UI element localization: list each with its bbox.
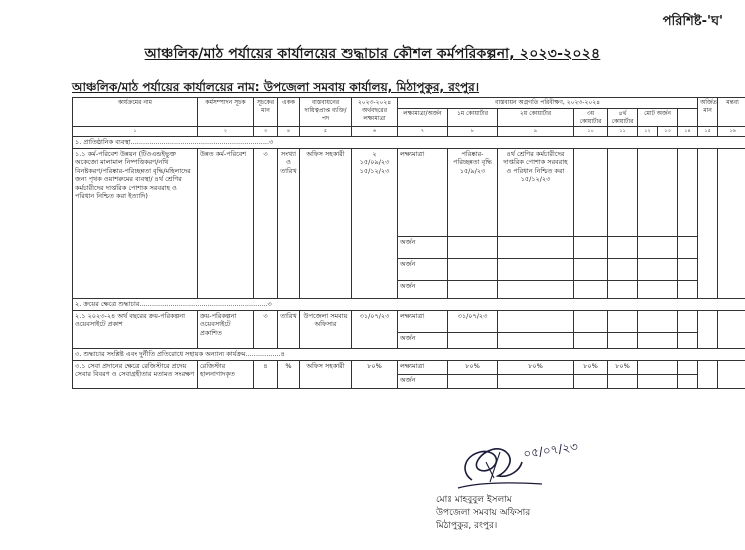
signatory-designation: উপজেলা সমবায় অফিসার (436, 508, 531, 519)
section-header (73, 136, 745, 148)
q1-cell: পরিষ্কার-পরিচ্ছন্নতা বৃদ্ধি ১৫/৯/২৩ (448, 148, 498, 236)
unit-cell: % (278, 360, 300, 388)
empty-cell (608, 374, 638, 388)
section-header (73, 298, 745, 310)
header-q1: ১ম কোয়ার্টার (448, 108, 498, 127)
score-cell (698, 360, 718, 388)
empty-cell (498, 332, 574, 348)
signature-date: ০৫/০৭/২৩ (522, 439, 579, 461)
activity-cell: ১.১ কর্ম-পরিবেশ উন্নয়ন (টিওএন্ডইভুক্ত অকেজো মালামাল নিষ্পত্তিকরণ/নথি বিনষ্টকরণ/পরিষ্কার-পরিচ্ছন্নতা বৃদ্ধি/মহিলাদের জন্য পৃথক ওয়াশরুমের ব্যবস্থা/ ৪র্থ শ্রেণির কর্মচারীদের দাপ্তরিক পোশাক সরবরাহ ও পরিধান নিশ্চিত করা ইত্যাদি) (73, 148, 198, 298)
column-index: ১ (73, 127, 198, 137)
empty-cell (678, 332, 698, 348)
header-achieved-score: অর্জিত মান (698, 98, 718, 127)
value-cell: ৩ (254, 148, 278, 298)
q3-cell (574, 148, 608, 236)
handwritten-signature (450, 432, 600, 498)
header-progress-group: বাস্তবায়ন অগ্রগতি পরিবীক্ষণ, ২০২৩-২০২৪ (398, 98, 698, 109)
remarks-cell (718, 310, 745, 348)
column-index: ১৪ (678, 127, 698, 137)
empty-cell (608, 236, 638, 258)
column-index: ১২ (638, 127, 658, 137)
empty-cell (448, 280, 498, 298)
empty-cell (678, 374, 698, 388)
achievement-label-cell: অর্জন (398, 280, 448, 298)
activity-cell: ৩.১ সেবা প্রদানের ক্ষেত্রে রেজিস্টারে প্রদেয় সেবার বিবরণ ও সেবাগ্রহীতার মতামত সংরক্ষণ (73, 360, 198, 388)
action-plan-table (72, 97, 745, 389)
empty-cell (574, 258, 608, 280)
signatory-name: মোঃ মাহবুবুল ইসলাম (436, 495, 512, 505)
q2-cell: ৮০% (498, 360, 574, 374)
spare-cell (678, 360, 698, 374)
empty-cell (608, 280, 638, 298)
q2-cell: ৪র্থ শ্রেণির কর্মচারীদের দাপ্তরিক পোশাক সরবরাহ ও পরিধান নিশ্চিত করা ১৫/১২/২৩ (498, 148, 574, 236)
column-index: ১৩ (658, 127, 678, 137)
total-cell (638, 360, 678, 374)
column-index: ৯ (498, 127, 574, 137)
achievement-label-cell: অর্জন (398, 258, 448, 280)
indicator-cell: ক্রয়-পরিকল্পনা ওয়েবসাইটে প্রকাশিত (198, 310, 254, 348)
q3-cell: ৮০% (574, 360, 608, 374)
target-label-cell: লক্ষ্যমাত্রা (398, 148, 448, 236)
value-cell: ৩ (254, 310, 278, 348)
header-spare (678, 108, 698, 127)
achievement-label-cell: অর্জন (398, 332, 448, 348)
table-row (73, 148, 745, 236)
achievement-label-cell: অর্জন (398, 236, 448, 258)
column-index-row (73, 127, 745, 137)
responsible-cell: উপজেলা সমবায় অফিসার (300, 310, 352, 348)
header-annual-target: ২০২৩-২০২৪ অর্থবছরের লক্ষ্যমাত্রা (352, 98, 398, 127)
signatory-location: মিঠাপুকুর, রংপুর। (436, 521, 498, 532)
total-cell (638, 148, 678, 236)
empty-cell (678, 280, 698, 298)
empty-cell (448, 332, 498, 348)
value-cell: ৪ (254, 360, 278, 388)
responsible-cell: অফিস সহকারী (300, 360, 352, 388)
signature-block (410, 432, 630, 544)
activity-cell: ২.১ ২০২৩-২৪ অর্থ বছরের ক্রয়-পরিকল্পনা ওয়েবসাইটে প্রকাশ (73, 310, 198, 348)
indicator-cell: রেজিস্টার হালনাগাদকৃত (198, 360, 254, 388)
section-title: ২. ক্রয়ের ক্ষেত্রে শুদ্ধাচার..............................................................৩ (73, 298, 745, 310)
score-cell (698, 148, 718, 298)
empty-cell (638, 280, 678, 298)
empty-cell (448, 258, 498, 280)
empty-cell (498, 374, 574, 388)
spare-cell (678, 148, 698, 236)
q4-cell (608, 310, 638, 332)
empty-cell (574, 374, 608, 388)
column-index: ১৬ (718, 127, 745, 137)
empty-cell (608, 332, 638, 348)
office-name: আঞ্চলিক/মাঠ পর্যায়ের কার্যালয়ের নাম: উপজেলা সমবায় কার্যালয়, মিঠাপুকুর, রংপুর। (72, 80, 480, 94)
column-index: ৭ (398, 127, 448, 137)
column-index: ২ (198, 127, 254, 137)
q3-cell (574, 310, 608, 332)
column-index: ৩ (254, 127, 278, 137)
empty-cell (638, 236, 678, 258)
appendix-label: পরিশিষ্ট-'ঘ' (662, 14, 723, 29)
header-q4: ৪র্থ কোয়ার্টার (608, 108, 638, 127)
spare-cell (678, 310, 698, 332)
section-header (73, 348, 745, 360)
empty-cell (498, 258, 574, 280)
section-title: ১. প্রাতিষ্ঠানিক ব্যবস্থা...................................................................৩ (73, 136, 745, 148)
column-index: ৫ (300, 127, 352, 137)
annual-target-cell: ৮০% (352, 360, 398, 388)
unit-cell: তারিখ (278, 310, 300, 348)
q4-cell: ৮০% (608, 360, 638, 374)
header-total-achievement: মোট অর্জন (638, 108, 678, 127)
header-row-1 (73, 98, 745, 109)
section-title: ৩. শুদ্ধাচার সংশ্লিষ্ট এবং দুর্নীতি প্রতিরোধে সহায়ক অন্যান্য কার্যক্রম.................৪ (73, 348, 745, 360)
empty-cell (678, 258, 698, 280)
empty-cell (574, 236, 608, 258)
empty-cell (608, 258, 638, 280)
remarks-cell (718, 148, 745, 298)
header-indicator-value: সূচকের মান (254, 98, 278, 127)
column-index: ৮ (448, 127, 498, 137)
q4-cell (608, 148, 638, 236)
total-cell (638, 310, 678, 332)
table-row (73, 360, 745, 374)
unit-cell: সংখ্যা ও তারিখ (278, 148, 300, 298)
target-label-cell: লক্ষ্যমাত্রা (398, 310, 448, 332)
signatory (436, 494, 530, 533)
header-responsible: বাস্তবায়নের দায়িত্বপ্রাপ্ত ব্যক্তি/পদ (300, 98, 352, 127)
header-q3: ৩য় কোয়ার্টার (574, 108, 608, 127)
achievement-label-cell: অর্জন (398, 374, 448, 388)
q1-cell: ৩১/০৭/২৩ (448, 310, 498, 332)
annual-target-cell: ২ ১৫/০৯/২৩ ১৫/১২/২৩ (352, 148, 398, 298)
column-index: ১১ (608, 127, 638, 137)
empty-cell (448, 374, 498, 388)
header-target-achievement: লক্ষ্যমাত্রা/অর্জন (398, 108, 448, 127)
empty-cell (574, 332, 608, 348)
empty-cell (678, 236, 698, 258)
header-activity: কার্যক্রমের নাম (73, 98, 198, 127)
empty-cell (638, 374, 678, 388)
annual-target-cell: ৩১/০৭/২৩ (352, 310, 398, 348)
q1-cell: ৮০% (448, 360, 498, 374)
document-title: আঞ্চলিক/মাঠ পর্যায়ের কার্যালয়ের শুদ্ধাচার কৌশল কর্মপরিকল্পনা, ২০২৩-২০২৪ (144, 46, 601, 62)
column-index: ১৫ (698, 127, 718, 137)
indicator-cell: উন্নত কর্ম-পরিবেশ (198, 148, 254, 298)
column-index: ৬ (352, 127, 398, 137)
table-row (73, 310, 745, 332)
empty-cell (448, 236, 498, 258)
empty-cell (498, 280, 574, 298)
header-remarks: মন্তব্য (718, 98, 745, 127)
remarks-cell (718, 360, 745, 388)
empty-cell (638, 258, 678, 280)
empty-cell (638, 332, 678, 348)
header-unit: একক (278, 98, 300, 127)
header-indicator: কর্মসম্পাদন সূচক (198, 98, 254, 127)
empty-cell (498, 236, 574, 258)
header-q2: ২য় কোয়ার্টার (498, 108, 574, 127)
column-index: ৪ (278, 127, 300, 137)
column-index: ১০ (574, 127, 608, 137)
target-label-cell: লক্ষ্যমাত্রা (398, 360, 448, 374)
q2-cell (498, 310, 574, 332)
empty-cell (574, 280, 608, 298)
score-cell (698, 310, 718, 348)
responsible-cell: অফিস সহকারী (300, 148, 352, 298)
